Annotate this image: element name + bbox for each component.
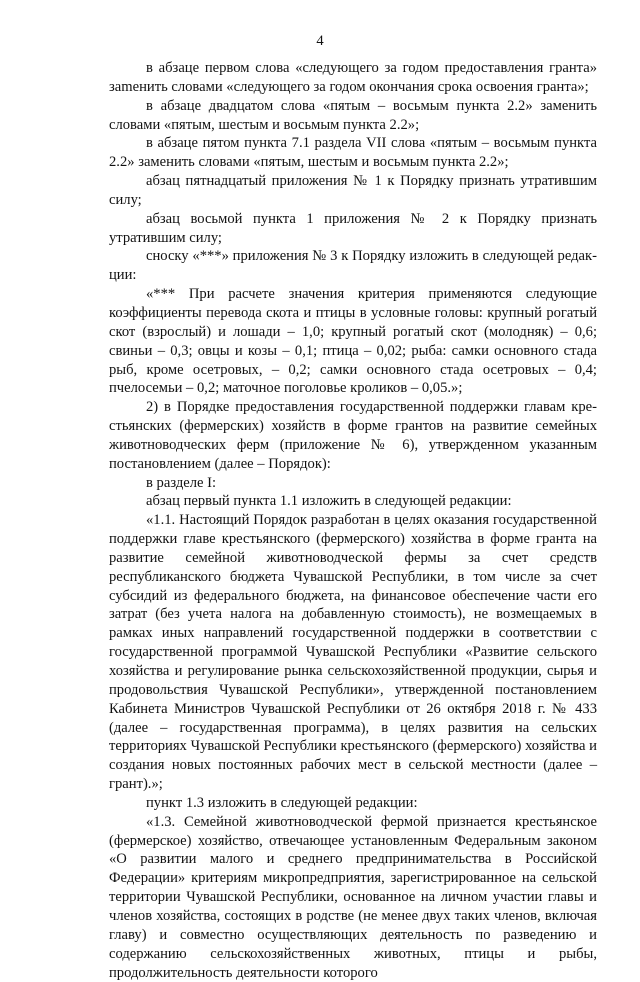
paragraph: пункт 1.3 изложить в следующей редакции: xyxy=(146,794,418,811)
paragraph: в абзаце первом слова «следующего за годом предоставления гранта» заmенить словами «следующего за годом окончания срока освоения гранта»; xyxy=(109,60,597,95)
paragraph: 2) в Порядке предоставления государственной поддержки главам крестьянских (фермерских) хозяйств в форме грантов на развитие семейных животноводческих ферм (приложение № 6), утвержденном указанным постановлением (далее – Порядок): xyxy=(109,399,597,472)
paragraph: в разделе I: xyxy=(146,474,217,491)
paragraph: «*** При расчете значения критерия применяются следующие коэффициенты перевода скота и птицы в условные головы: крупный рогатый скот (взрослый) и лошади – 1,0; крупный рогатый скот (молодняк) – 0,6; свиньи – 0,3; овцы и козы – 0,1; птица – 0,02; рыба: самки основного стада рыб, кроме осетровых, – 0,2; самки основного стада осетровых – 0,4; пчелосемьи – 0,2; маточное поголовье кроликов – 0,05.»; xyxy=(109,286,597,397)
paragraph: абзац восьмой пункта 1 приложения № 2 к Порядку признать утратившим силу; xyxy=(109,210,597,246)
paragraph: абзац пятнадцатый приложения № 1 к Порядку признать утратившим силу; xyxy=(109,173,597,208)
paragraph: сноску «***» приложения № 3 к Порядку изложить в следующей редакции: xyxy=(109,248,597,284)
page-number: 4 xyxy=(316,33,324,49)
paragraph: в абзаце двадцатом слова «пятым – восьмым пункта 2.2» заменить словами «пятым, шестым и восьмым пункта 2.2»; xyxy=(109,97,597,133)
paragraph: «1.1. Настоящий Порядок разработан в целях оказания государственной поддержки главе крестьянского (фермерского) хозяйства в форме гранта на развитие семейной животноводческой фермы за счет средств республиканского бюджета Чувашской Республики, в том числе за счет субсидий из федерального бюджета, на финансовое обеспечение части его затрат (без учета налога на добавленную стоимость), не возмещаемых в рамках иных направлений государственной поддержки в соответствии с государственной программой Чувашской Республики «Развитие сельского хозяйства и регулирование рынка сельскохозяйственной продукции, сырья и продовольствия Чувашской Республики», утвержденной постановлением Кабинета Министров Чувашской Республики от 26 октября 2018 г. № 433 (далее – государственная программа), в целях развития на сельских территориях Чувашской Республики крестьянского (фермерского) хозяйства и создания новых постоянных рабочих мест в сельской местности (далее – грант).»; xyxy=(109,512,597,793)
paragraph: «1.3. Семейной животноводческой фермой признается крестьянское (фермерское) хозяйство, отвечающее установленным Федеральным законом «О развитии малого и среднего предпринимательства в Российской Федерации» критериям микропредприятия, зарегистрированное на сельской территории Чувашской Республики, основанное на личном участии главы и членов хозяйства, состоящих в родстве (не менее двух таких членов, включая главу) и совместно осуществляющих деятельность по разведению и содержанию сельскохозяйственных животных, птицы и рыбы, продолжительность деятельности которого xyxy=(109,813,597,981)
paragraph: в абзаце пятом пункта 7.1 раздела VII слова «пятым – восьмым пункта 2.2» заменить словами «пятым, шестым и восьмым пункта 2.2»; xyxy=(109,135,597,171)
document-body xyxy=(109,59,597,982)
paragraph: абзац первый пункта 1.1 изложить в следующей редакции: xyxy=(146,493,512,510)
